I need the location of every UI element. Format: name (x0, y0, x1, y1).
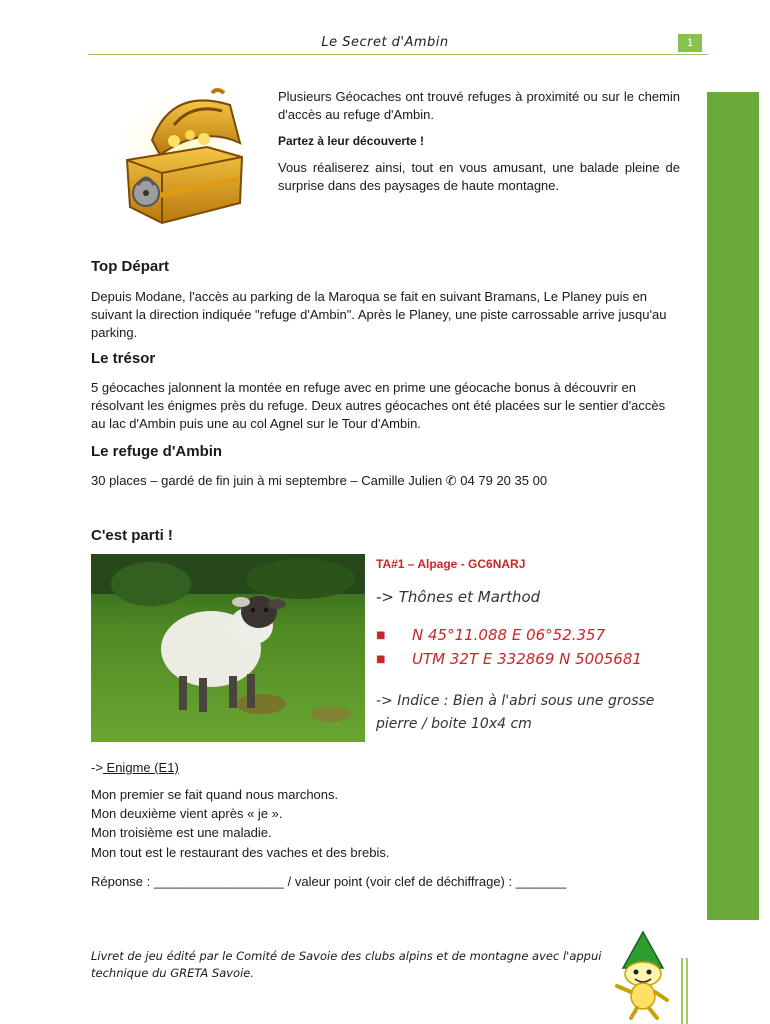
sheep-photo (91, 554, 365, 742)
section-text-refuge: 30 places – gardé de fin juin à mi septembre – Camille Julien ✆ 04 79 20 35 00 (91, 473, 548, 488)
arrow-text: -> (91, 760, 103, 775)
footer-credit: Livret de jeu édité par le Comité de Savoie des clubs alpins et de montagne avec l'appui technique du GRETA Savoie. (91, 949, 602, 980)
section-heading-parti: C'est parti ! (91, 527, 173, 544)
section-heading-top-depart: Top Départ (91, 258, 170, 275)
section-text-tresor: 5 géocaches jalonnent la montée en refuge avec en prime une géocache bonus à découvrir en résolvant les énigmes près du refuge. Deux autres géocaches ont été placées sur le sentier d'accès au lac d'Ambin puis une au col Agnel sur le Tour d'Ambin. (91, 380, 666, 431)
cache-coordinates-gps (376, 626, 605, 644)
cache-hint: -> Indice : Bien à l'abri sous une grosse pierre / boite 10x4 cm (376, 693, 655, 732)
intro-paragraph: Vous réaliserez ainsi, tout en vous amusant, une balade pleine de surprise dans des paysages de haute montagne. (278, 160, 680, 193)
intro-call-to-action: Partez à leur découverte ! (278, 134, 425, 148)
enigme-line: Mon premier se fait quand nous marchons. (91, 787, 339, 802)
enigme-line: Mon troisième est une maladie. (91, 825, 272, 840)
cache-coordinates-utm (376, 650, 642, 668)
answer-field[interactable]: Réponse : __________________ / valeur point (voir clef de déchiffrage) : _______ (91, 874, 567, 889)
section-text-top-depart: Depuis Modane, l'accès au parking de la Maroqua se fait en suivant Bramans, Le Planey puis en suivant la direction indiquée "refuge d'Ambin". Après le Planey, une piste carrossable arrive jusqu'au parking. (91, 289, 667, 340)
cache-title: TA#1 – Alpage - GC6NARJ (376, 557, 526, 571)
decorative-line (681, 958, 683, 1024)
section-heading-tresor: Le trésor (91, 350, 156, 367)
enigme-link[interactable]: Enigme (E1) (102, 760, 179, 775)
square-bullet-icon: ■ (376, 654, 386, 665)
enigme-line: Mon tout est le restaurant des vaches et des brebis. (91, 845, 390, 860)
coordinate-text: N 45°11.088 E 06°52.357 (412, 626, 606, 644)
gnome-mascot-icon (605, 930, 675, 1020)
header-divider (88, 54, 708, 55)
coordinate-text: UTM 32T E 332869 N 5005681 (412, 650, 642, 668)
enigme-line: Mon deuxième vient après « je ». (91, 806, 283, 821)
treasure-chest-icon (112, 85, 262, 230)
section-heading-refuge: Le refuge d'Ambin (91, 443, 223, 460)
intro-paragraph: Plusieurs Géocaches ont trouvé refuges à proximité ou sur le chemin d'accès au refuge d'Ambin. (278, 89, 680, 122)
cache-location: -> Thônes et Marthod (376, 588, 541, 606)
header-title: Le Secret d'Ambin (321, 35, 449, 50)
square-bullet-icon: ■ (376, 630, 386, 641)
enigme-reference (91, 760, 179, 775)
side-decoration-bar (707, 92, 759, 920)
page-number: 1 (678, 34, 702, 52)
decorative-line (686, 958, 688, 1024)
